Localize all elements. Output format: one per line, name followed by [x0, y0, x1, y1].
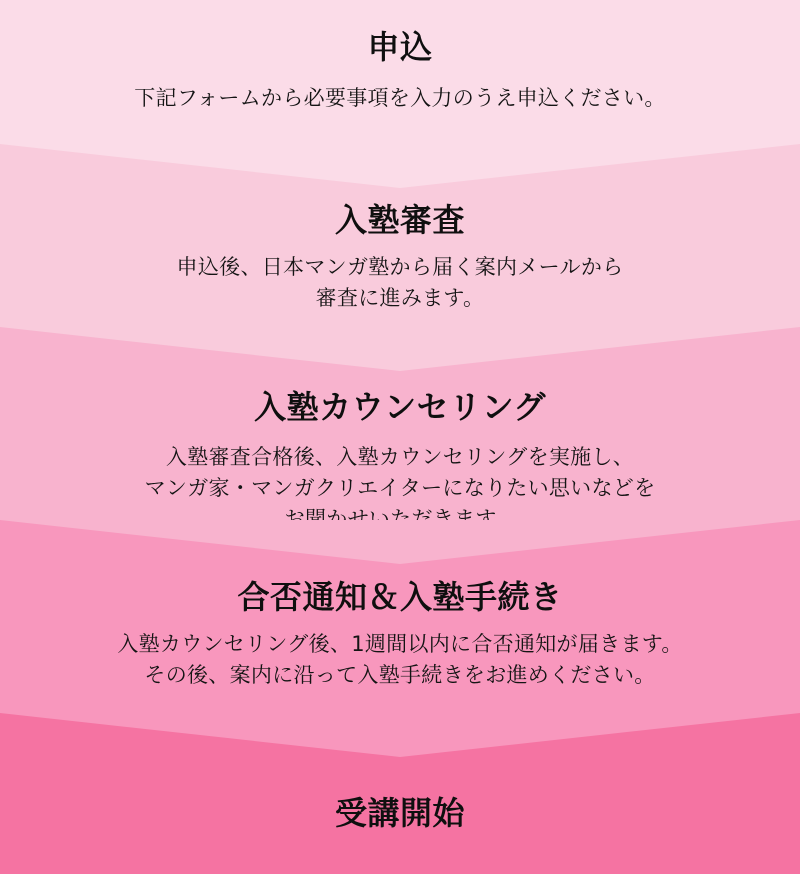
step-title: 入塾審査	[334, 201, 465, 239]
step-admission-screening	[0, 144, 800, 327]
step-title: 合否通知＆入塾手続き	[237, 578, 563, 616]
step-description	[134, 83, 665, 114]
step-title: 入塾カウンセリング	[254, 388, 546, 426]
step-result-notification-and-procedure	[0, 520, 800, 713]
step-description-line: お聞かせいただきます。	[283, 507, 517, 531]
step-description-line: 審査に進みます。	[315, 286, 485, 310]
step-description-line: 入塾審査合格後、入塾カウンセリングを実施し、	[165, 445, 635, 469]
step-application	[0, 0, 800, 144]
step-description-line: その後、案内に沿って入塾手続きをお進めください。	[144, 663, 656, 687]
step-title: 受講開始	[334, 794, 465, 832]
step-description-line: 申込後、日本マンガ塾から届く案内メールから	[176, 255, 624, 279]
step-title: 申込	[367, 28, 433, 66]
step-description-line: 入塾カウンセリング後、1週間以内に合否通知が届きます。	[117, 632, 683, 656]
step-description	[177, 252, 624, 314]
step-course-start	[0, 713, 800, 874]
step-description-line: マンガ家・マンガクリエイターになりたい思いなどを	[144, 476, 656, 500]
step-description	[145, 442, 656, 535]
step-description	[117, 629, 682, 691]
step-description-line: 下記フォームから必要事項を入力のうえ申込ください。	[134, 86, 666, 110]
step-admission-counseling	[0, 327, 800, 531]
